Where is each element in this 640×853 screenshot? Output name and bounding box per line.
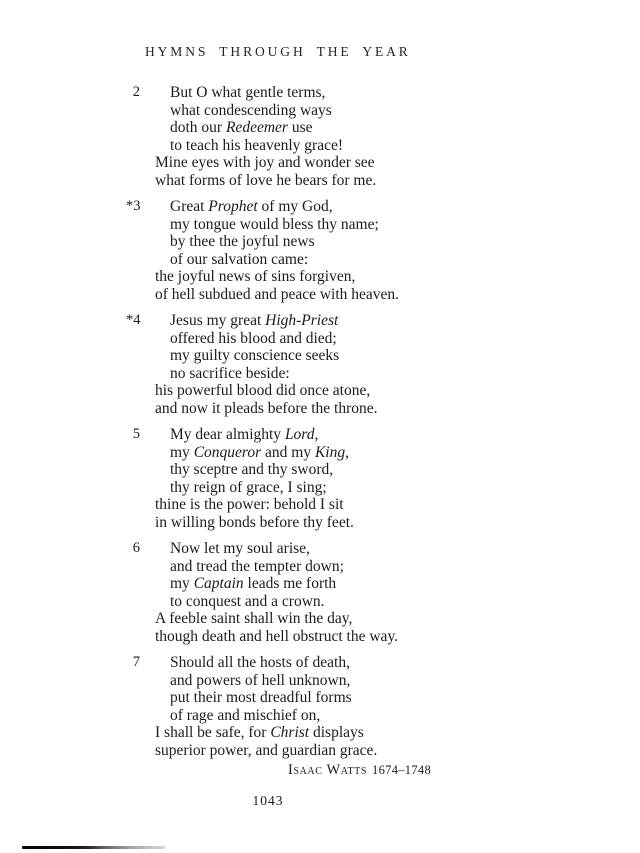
stanza bbox=[126, 198, 486, 303]
verse-text: by thee the joyful news bbox=[170, 233, 315, 250]
stanza bbox=[126, 84, 486, 189]
verse-text: , bbox=[314, 426, 319, 443]
verse-text: in willing bonds before thy feet. bbox=[155, 513, 354, 531]
verse-text: use bbox=[287, 119, 313, 136]
verse-line bbox=[155, 137, 376, 155]
verse-text: my guilty conscience seeks bbox=[170, 347, 340, 364]
stanza-number: 2 bbox=[132, 84, 140, 100]
stanza bbox=[126, 654, 486, 759]
verse-line bbox=[155, 347, 378, 365]
stanza-lines bbox=[155, 84, 376, 189]
verse-line bbox=[155, 742, 377, 760]
verse-text: my bbox=[170, 443, 194, 461]
verse-text: Now let my soul arise, bbox=[170, 540, 310, 557]
verse-text: put their most dreadful forms bbox=[170, 689, 352, 706]
verse-line bbox=[155, 654, 377, 672]
verse-text: of hell subdued and peace with heaven. bbox=[155, 285, 400, 303]
verse-text: leads me forth bbox=[243, 575, 337, 592]
stanza-list bbox=[126, 84, 486, 768]
verse-line bbox=[155, 426, 354, 444]
verse-text: But O what gentle terms, bbox=[170, 84, 326, 101]
attribution-dates: 1674–1748 bbox=[372, 763, 431, 777]
page-number: 1043 bbox=[252, 793, 284, 808]
stanza-lines bbox=[155, 540, 398, 645]
verse-line bbox=[155, 514, 354, 532]
verse-text-italic: King bbox=[314, 443, 346, 461]
verse-text: and now it pleads before the throne. bbox=[155, 399, 378, 417]
verse-text-italic: Prophet bbox=[208, 198, 258, 215]
verse-line bbox=[155, 84, 376, 102]
stanza bbox=[126, 426, 486, 531]
verse-text: no sacrifice beside: bbox=[170, 364, 290, 382]
verse-text: thy reign of grace, I sing; bbox=[170, 478, 327, 496]
attribution bbox=[126, 761, 431, 779]
verse-text: doth our bbox=[170, 119, 226, 136]
verse-line bbox=[155, 154, 376, 172]
verse-text: of rage and mischief on, bbox=[170, 706, 321, 724]
scan-artifact-line bbox=[22, 846, 165, 849]
stanza bbox=[126, 540, 486, 645]
verse-text: what forms of love he bears for me. bbox=[155, 171, 377, 189]
stanza-lines bbox=[155, 654, 377, 759]
stanza-number: *3 bbox=[126, 198, 141, 214]
verse-line bbox=[155, 461, 354, 479]
verse-line bbox=[155, 400, 378, 418]
verse-text-italic: Redeemer bbox=[225, 119, 288, 136]
verse-line bbox=[155, 689, 377, 707]
verse-text: I shall be safe, for bbox=[155, 724, 271, 741]
verse-text-italic: Conqueror bbox=[193, 443, 262, 461]
verse-text: to conquest and a crown. bbox=[170, 592, 325, 610]
verse-text: Jesus my great bbox=[170, 312, 266, 329]
verse-line bbox=[155, 198, 399, 216]
verse-line bbox=[155, 382, 378, 400]
verse-line bbox=[155, 216, 399, 234]
verse-line bbox=[155, 312, 378, 330]
verse-line bbox=[155, 268, 399, 286]
stanza-lines bbox=[155, 198, 399, 303]
verse-line bbox=[155, 365, 378, 383]
verse-text: displays bbox=[309, 724, 364, 741]
stanza-number: 5 bbox=[132, 426, 140, 442]
verse-text: what condescending ways bbox=[170, 101, 332, 119]
verse-text: of our salvation came: bbox=[170, 250, 309, 268]
verse-text: to teach his heavenly grace! bbox=[170, 136, 343, 154]
verse-line bbox=[155, 593, 398, 611]
verse-text: the joyful news of sins forgiven, bbox=[155, 268, 356, 285]
verse-line bbox=[155, 558, 398, 576]
stanza bbox=[126, 312, 486, 417]
verse-line bbox=[155, 102, 376, 120]
verse-text-italic: Lord bbox=[284, 426, 315, 443]
verse-line bbox=[155, 444, 354, 462]
verse-line bbox=[155, 707, 377, 725]
stanza-number: 7 bbox=[132, 654, 140, 670]
verse-text: My dear almighty bbox=[170, 426, 285, 443]
verse-text: Mine eyes with joy and wonder see bbox=[155, 154, 375, 171]
verse-line bbox=[155, 119, 376, 137]
verse-text: thine is the power: behold I sit bbox=[155, 496, 344, 513]
verse-line bbox=[155, 233, 399, 251]
verse-text-italic: Captain bbox=[193, 575, 244, 592]
verse-text: Should all the hosts of death, bbox=[170, 654, 350, 671]
verse-text: his powerful blood did once atone, bbox=[155, 382, 371, 399]
verse-text-italic: High-Priest bbox=[265, 312, 339, 329]
verse-line bbox=[155, 610, 398, 628]
verse-text-italic: Christ bbox=[270, 724, 310, 741]
verse-text: , bbox=[345, 443, 349, 461]
verse-line bbox=[155, 330, 378, 348]
verse-text: though death and hell obstruct the way. bbox=[155, 627, 399, 645]
verse-line bbox=[155, 496, 354, 514]
verse-line bbox=[155, 251, 399, 269]
attribution-author: Isaac Watts bbox=[288, 762, 368, 778]
verse-line bbox=[155, 172, 376, 190]
verse-line bbox=[155, 724, 377, 742]
verse-text: A feeble saint shall win the day, bbox=[155, 610, 353, 627]
stanza-lines bbox=[155, 426, 354, 531]
verse-line bbox=[155, 286, 399, 304]
stanza-number: 6 bbox=[132, 540, 140, 556]
verse-text: of my God, bbox=[257, 198, 333, 215]
verse-text: Great bbox=[170, 198, 209, 215]
verse-line bbox=[155, 575, 398, 593]
verse-line bbox=[155, 479, 354, 497]
verse-text: and my bbox=[261, 443, 315, 461]
verse-text: offered his blood and died; bbox=[170, 329, 337, 347]
verse-text: my bbox=[170, 575, 194, 592]
verse-line bbox=[155, 628, 398, 646]
verse-text: and tread the tempter down; bbox=[170, 557, 344, 575]
stanza-number: *4 bbox=[126, 312, 141, 328]
verse-line bbox=[155, 540, 398, 558]
verse-text: superior power, and guardian grace. bbox=[155, 741, 378, 759]
verse-text: my tongue would bless thy name; bbox=[170, 215, 379, 233]
verse-text: thy sceptre and thy sword, bbox=[170, 461, 334, 478]
stanza-lines bbox=[155, 312, 378, 417]
running-head: HYMNS THROUGH THE YEAR bbox=[145, 44, 411, 59]
verse-text: and powers of hell unknown, bbox=[170, 671, 351, 689]
verse-line bbox=[155, 672, 377, 690]
